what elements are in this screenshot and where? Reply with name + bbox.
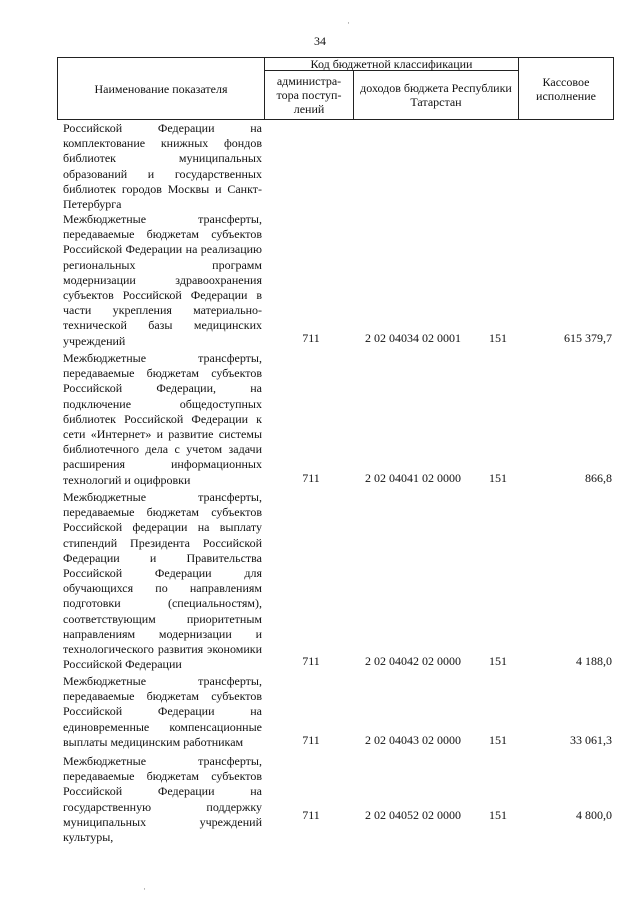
revenue-code: 2 02 04041 02 0000 <box>365 471 461 485</box>
table-body <box>0 121 640 211</box>
scan-dot-mark: · <box>143 884 146 894</box>
header-code-group: Код бюджетной классификации <box>265 58 519 71</box>
indicator-name: Межбюджетные трансферты, передаваемые бюджетам субъектов Российской Федерации на государственную поддержку муниципальных учреждений культуры, <box>63 754 262 845</box>
cash-amount: 4 800,0 <box>576 808 612 822</box>
indicator-name: Российской Федерации на комплектование книжных фондов библиотек муниципальных образований и государственных библиотек городов Москвы и Санкт-Петербурга <box>63 121 262 212</box>
header-cash-column: Кассовое исполнение <box>519 58 614 120</box>
table-row <box>0 121 640 211</box>
revenue-code-suffix: 151 <box>489 654 507 668</box>
cash-amount: 615 379,7 <box>564 331 612 345</box>
revenue-code-suffix: 151 <box>489 808 507 822</box>
header-name-column: Наименование показателя <box>58 58 265 120</box>
admin-code: 711 <box>302 331 320 345</box>
cash-amount: 4 188,0 <box>576 654 612 668</box>
cash-amount: 33 061,3 <box>570 733 612 747</box>
cash-amount: 866,8 <box>585 471 612 485</box>
admin-code: 711 <box>302 471 320 485</box>
indicator-name: Межбюджетные трансферты, передаваемые бюджетам субъектов Российской федерации на выплату стипендий Президента Российской Федерации и Правительства Российской Федерации для обучающихся по направлениям подготовки (специальностям), соответствующим приоритетным направлениям модернизации и технологического развития экономики Российской Федерации <box>63 490 262 672</box>
admin-code: 711 <box>302 733 320 747</box>
table-header <box>57 57 614 120</box>
indicator-name: Межбюджетные трансферты, передаваемые бюджетам субъектов Российской Федерации на реализацию региональных программ модернизации здравоохранения субъектов Российской Федерации в части укрепления материально-технической базы медицинских учреждений <box>63 212 262 348</box>
revenue-code: 2 02 04042 02 0000 <box>365 654 461 668</box>
header-admin-column: администра-тора поступ-лений <box>265 71 354 120</box>
revenue-code-suffix: 151 <box>489 471 507 485</box>
header-revenue-column: доходов бюджета Республики Татарстан <box>354 71 519 120</box>
admin-code: 711 <box>302 654 320 668</box>
admin-code: 711 <box>302 808 320 822</box>
indicator-name: Межбюджетные трансферты, передаваемые бюджетам субъектов Российской Федерации на единовременные компенсационные выплаты медицинским работникам <box>63 674 262 749</box>
revenue-code-suffix: 151 <box>489 733 507 747</box>
revenue-code: 2 02 04034 02 0001 <box>365 331 461 345</box>
revenue-code-suffix: 151 <box>489 331 507 345</box>
revenue-code: 2 02 04043 02 0000 <box>365 733 461 747</box>
revenue-code: 2 02 04052 02 0000 <box>365 808 461 822</box>
scan-dot-mark: · <box>347 18 350 28</box>
indicator-name: Межбюджетные трансферты, передаваемые бюджетам субъектов Российской Федерации, на подключение общедоступных библиотек Российской Федерации к сети «Интернет» и развитие системы библиотечного дела с учетом задачи расширения информационных технологий и оцифровки <box>63 351 262 487</box>
page-number: 34 <box>314 34 326 48</box>
